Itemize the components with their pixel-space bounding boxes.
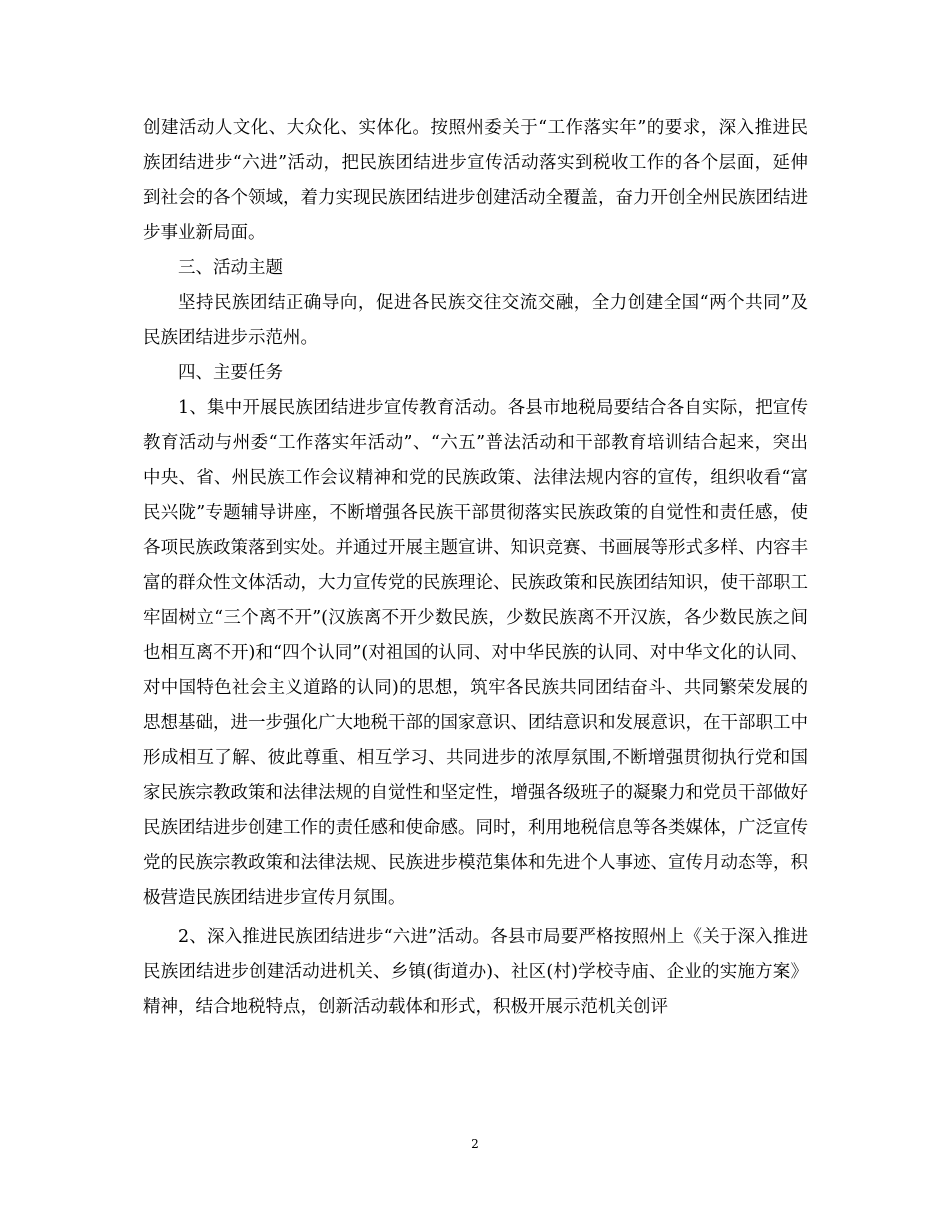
document-body [143, 111, 808, 1025]
section-heading-activity-theme: 三、活动主题 [178, 258, 283, 278]
section-heading-main-tasks: 四、主要任务 [178, 363, 283, 383]
paragraph-activity-theme: 坚持民族团结正确导向，促进各民族交往交流交融，全力创建全国“两个共同”及民族团结进步示范州。 [143, 293, 808, 348]
paragraph-intro-continuation: 创建活动人文化、大众化、实体化。按照州委关于“工作落实年”的要求，深入推进民族团结进步“六进”活动，把民族团结进步宣传活动落实到税收工作的各个层面，延伸到社会的各个领域，着力实现民族团结进步创建活动全覆盖，奋力开创全州民族团结进步事业新局面。 [143, 118, 808, 243]
page-number: 2 [471, 1137, 479, 1151]
paragraph-task-2: 2、深入推进民族团结进步“六进”活动。各县市局要严格按照州上《关于深入推进民族团结进步创建活动进机关、乡镇(街道办)、社区(村)学校寺庙、企业的实施方案》精神，结合地税特点，创新活动载体和形式，积极开展示范机关创评 [143, 927, 808, 1017]
paragraph-task-1: 1、集中开展民族团结进步宣传教育活动。各县市地税局要结合各自实际，把宣传教育活动与州委“工作落实年活动”、“六五”普法活动和干部教育培训结合起来，突出中央、省、州民族工作会议精神和党的民族政策、法律法规内容的宣传，组织收看“富民兴陇”专题辅导讲座，不断增强各民族干部贯彻落实民族政策的自觉性和责任感，使各项民族政策落到实处。并通过开展主题宣讲、知识竞赛、书画展等形式多样、内容丰富的群众性文体活动，大力宣传党的民族理论、民族政策和民族团结知识，使干部职工牢固树立“三个离不开”(汉族离不开少数民族，少数民族离不开汉族，各少数民族之间也相互离不开)和“四个认同”(对祖国的认同、对中华民族的认同、对中华文化的认同、对中国特色社会主义道路的认同)的思想，筑牢各民族共同团结奋斗、共同繁荣发展的思想基础，进一步强化广大地税干部的国家意识、团结意识和发展意识，在干部职工中形成相互了解、彼此尊重、相互学习、共同进步的浓厚氛围,不断增强贯彻执行党和国家民族宗教政策和法律法规的自觉性和坚定性，增强各级班子的凝聚力和党员干部做好民族团结进步创建工作的责任感和使命感。同时，利用地税信息等各类媒体，广泛宣传党的民族宗教政策和法律法规、民族进步模范集体和先进个人事迹、宣传月动态等，积极营造民族团结进步宣传月氛围。 [143, 398, 808, 908]
